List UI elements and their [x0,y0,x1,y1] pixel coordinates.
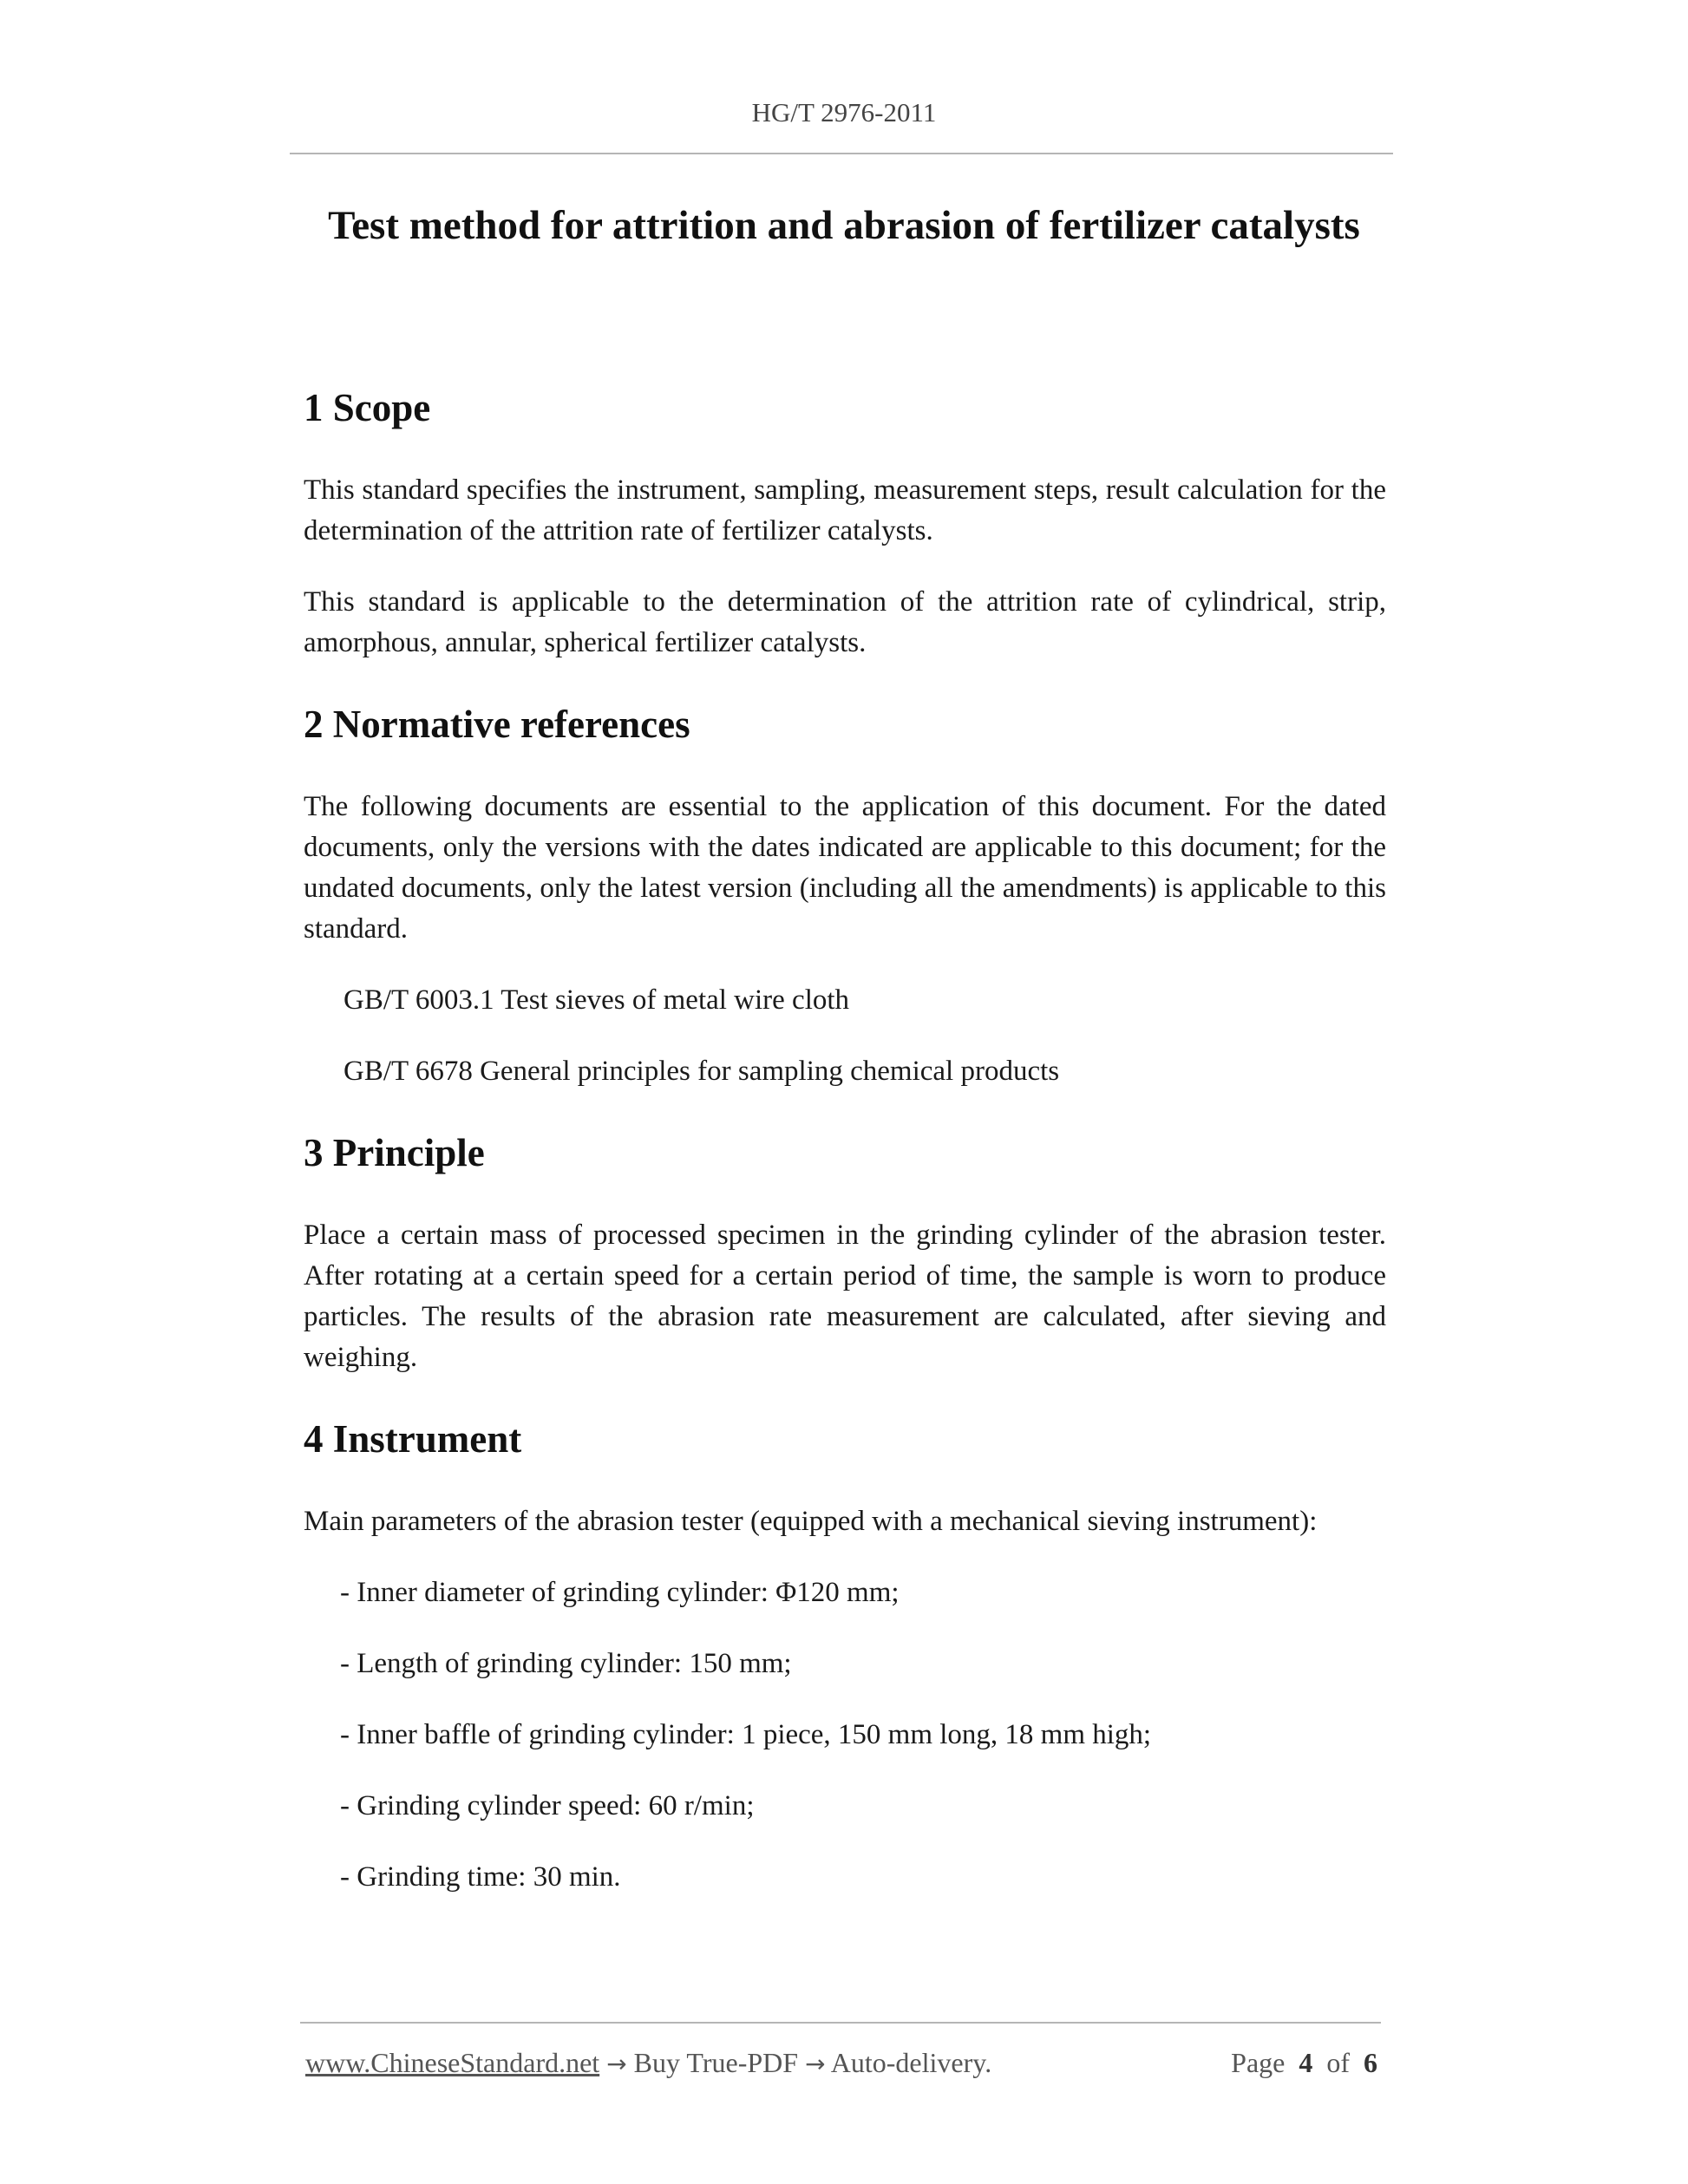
arrow-right-icon: → [606,2050,627,2078]
page-footer [305,2047,1377,2079]
page-indicator [1231,2047,1377,2079]
parameter-item: - Inner diameter of grinding cylinder: Φ120 mm; [340,1577,900,1608]
page-word: Page [1231,2047,1286,2078]
paragraph: This standard is applicable to the determination of the attrition rate of cylindrical, strip, amorphous, annular, spherical fertilizer catalysts. [304,586,1386,658]
paragraph: Main parameters of the abrasion tester (equipped with a mechanical sieving instrument): [304,1506,1318,1537]
paragraph: This standard specifies the instrument, sampling, measurement steps, result calculation for the determination of the attrition rate of fertilizer catalysts. [304,474,1386,546]
paragraph: Place a certain mass of processed specimen in the grinding cylinder of the abrasion tester. After rotating at a certain speed for a certain period of time, the sample is worn to produce particles. The results of the abrasion rate measurement are calculated, after sieving and weighing. [304,1220,1386,1373]
section-heading-instrument: 4 Instrument [304,1417,522,1461]
page-total: 6 [1364,2047,1377,2078]
reference-item: GB/T 6678 General principles for sampling chemical products [343,1056,1060,1087]
parameter-item: - Length of grinding cylinder: 150 mm; [340,1648,792,1679]
website-link[interactable]: www.ChineseStandard.net [305,2047,600,2078]
footer-left [305,2047,991,2079]
parameter-item: - Grinding cylinder speed: 60 r/min; [340,1790,755,1821]
section-heading-normative-references: 2 Normative references [304,703,690,746]
document-title: Test method for attrition and abrasion of fertilizer catalysts [328,203,1360,248]
buy-text: Buy True-PDF [633,2047,799,2078]
parameter-item: - Inner baffle of grinding cylinder: 1 piece, 150 mm long, 18 mm high; [340,1719,1152,1750]
section-heading-principle: 3 Principle [304,1131,485,1174]
arrow-right-icon: → [805,2050,826,2078]
section-heading-scope: 1 Scope [304,386,431,429]
delivery-text: Auto-delivery. [830,2047,992,2078]
page-number: 4 [1299,2047,1313,2078]
document-body [304,382,1386,1898]
parameter-item: - Grinding time: 30 min. [340,1861,621,1893]
of-word: of [1326,2047,1350,2078]
reference-item: GB/T 6003.1 Test sieves of metal wire cloth [343,984,850,1016]
paragraph: The following documents are essential to the application of this document. For the dated documents, only the versions with the dates indicated are applicable to this document; for the undated documents, only the latest version (including all the amendments) is applicable to this standard. [304,791,1386,945]
header-divider [290,153,1393,154]
document-code: HG/T 2976-2011 [751,97,937,128]
footer-divider [300,2022,1381,2024]
